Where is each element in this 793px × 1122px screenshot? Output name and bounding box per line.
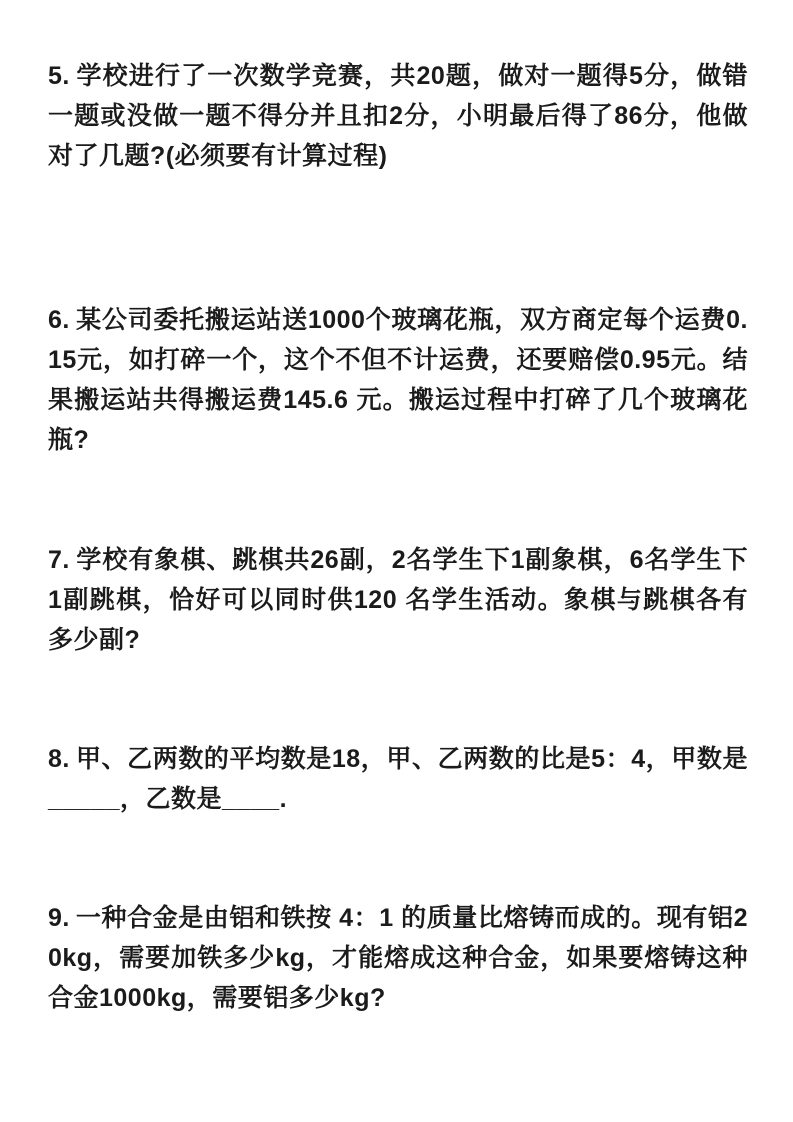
question-6-text: 某公司委托搬运站送1000个玻璃花瓶，双方商定每个运费0.15元，如打碎一个，这个不但不计运费，还要赔偿0.95元。结果搬运站共得搬运费145.6 元。搬运过程中打碎了几个玻璃花瓶? bbox=[48, 306, 748, 454]
question-6-number: 6. bbox=[48, 306, 70, 334]
question-6-paragraph bbox=[48, 300, 748, 460]
question-7 bbox=[48, 540, 748, 660]
question-9-paragraph bbox=[48, 898, 748, 1018]
question-8-text: 甲、乙两数的平均数是18，甲、乙两数的比是5：4，甲数是_____，乙数是____. bbox=[48, 745, 748, 813]
question-9 bbox=[48, 898, 748, 1018]
question-5 bbox=[48, 56, 748, 176]
question-9-text: 一种合金是由铝和铁按 4：1 的质量比熔铸而成的。现有铝20kg，需要加铁多少kg，才能熔成这种合金，如果要熔铸这种合金1000kg，需要铝多少kg? bbox=[48, 904, 748, 1012]
question-8 bbox=[48, 739, 748, 819]
question-5-number: 5. bbox=[48, 62, 70, 90]
question-7-text: 学校有象棋、跳棋共26副，2名学生下1副象棋，6名学生下1副跳棋，恰好可以同时供120 名学生活动。象棋与跳棋各有多少副? bbox=[48, 546, 748, 654]
question-8-paragraph bbox=[48, 739, 748, 819]
question-5-text: 学校进行了一次数学竞赛，共20题，做对一题得5分，做错一题或没做一题不得分并且扣2分，小明最后得了86分，他做对了几题?(必须要有计算过程) bbox=[48, 62, 748, 170]
question-7-number: 7. bbox=[48, 546, 70, 574]
question-6 bbox=[48, 300, 748, 460]
question-9-number: 9. bbox=[48, 904, 70, 932]
question-7-paragraph bbox=[48, 540, 748, 660]
question-5-paragraph bbox=[48, 56, 748, 176]
question-8-number: 8. bbox=[48, 745, 70, 773]
